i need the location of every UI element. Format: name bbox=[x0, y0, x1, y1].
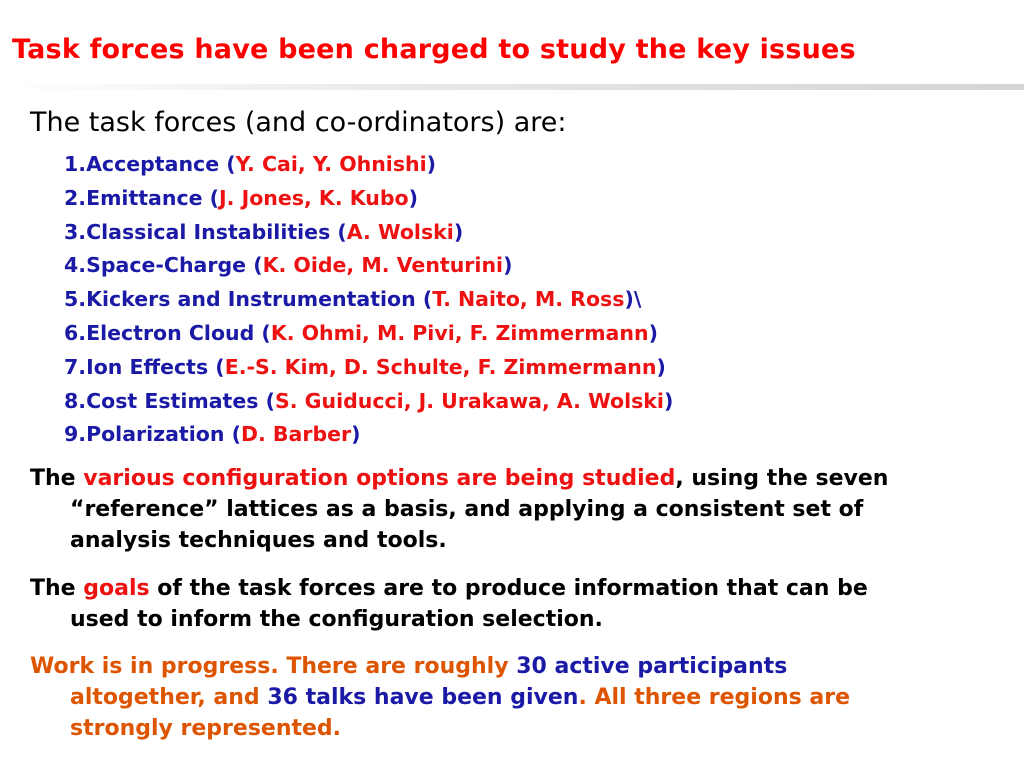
configuration-highlight: various configuration options are being studied bbox=[83, 466, 676, 491]
progress-text: Work is in progress. There are roughly bbox=[30, 654, 517, 679]
task-force-item-1 bbox=[64, 150, 673, 184]
task-force-name: Electron Cloud ( bbox=[86, 320, 271, 345]
task-force-item-8 bbox=[64, 387, 673, 421]
paragraph-line: used to inform the configuration selection. bbox=[70, 607, 603, 632]
paragraph-lead: The bbox=[30, 576, 84, 601]
paragraph-line: strongly represented. bbox=[70, 716, 342, 741]
task-force-close-paren: )\ bbox=[624, 287, 642, 312]
task-force-number: 9. bbox=[64, 422, 87, 447]
goals-paragraph bbox=[30, 573, 990, 635]
paragraph-line bbox=[30, 682, 990, 713]
task-force-name: Classical Instabilities ( bbox=[86, 219, 347, 244]
progress-paragraph bbox=[30, 651, 990, 744]
task-force-item-5 bbox=[64, 285, 673, 319]
task-force-number: 6. bbox=[64, 320, 87, 345]
goals-highlight: goals bbox=[83, 576, 150, 601]
paragraph-lead: The bbox=[30, 466, 84, 491]
talks-count: 36 talks have been given bbox=[267, 685, 579, 710]
paragraph-line: “reference” lattices as a basis, and applying a consistent set of bbox=[70, 497, 864, 522]
configuration-paragraph bbox=[30, 463, 990, 556]
task-force-name: Polarization ( bbox=[86, 422, 241, 447]
paragraph-line bbox=[30, 651, 990, 682]
task-force-number: 4. bbox=[64, 253, 87, 278]
task-force-close-paren: ) bbox=[351, 422, 361, 447]
task-force-number: 2. bbox=[64, 185, 87, 210]
task-force-list bbox=[64, 150, 673, 454]
task-force-number: 7. bbox=[64, 354, 87, 379]
task-force-item-3 bbox=[64, 218, 673, 252]
task-force-number: 1. bbox=[64, 152, 87, 176]
task-force-coordinators: Y. Cai, Y. Ohnishi bbox=[235, 152, 427, 176]
progress-text: . All three regions are bbox=[578, 685, 850, 710]
task-force-name: Ion Effects ( bbox=[86, 354, 225, 379]
task-force-close-paren: ) bbox=[426, 152, 437, 176]
task-force-number: 3. bbox=[64, 219, 87, 244]
task-force-item-4 bbox=[64, 251, 673, 285]
paragraph-line: analysis techniques and tools. bbox=[70, 528, 447, 553]
task-force-item-7 bbox=[64, 353, 673, 387]
task-force-name: Emittance ( bbox=[86, 185, 220, 210]
task-force-item-2 bbox=[64, 184, 673, 218]
task-force-close-paren: ) bbox=[408, 185, 418, 210]
task-forces-intro: The task forces (and co-ordinators) are: bbox=[30, 107, 567, 138]
task-force-coordinators: A. Wolski bbox=[346, 219, 454, 244]
task-force-close-paren: ) bbox=[648, 320, 658, 345]
task-force-coordinators: K. Oide, M. Venturini bbox=[262, 253, 504, 278]
task-force-close-paren: ) bbox=[656, 354, 666, 379]
task-force-coordinators: T. Naito, M. Ross bbox=[432, 287, 625, 312]
task-force-name: Kickers and Instrumentation ( bbox=[86, 287, 433, 312]
paragraph-line bbox=[30, 463, 990, 494]
task-force-coordinators: E.-S. Kim, D. Schulte, F. Zimmermann bbox=[224, 354, 657, 379]
task-force-close-paren: ) bbox=[503, 253, 513, 278]
paragraph-text: of the task forces are to produce information that can be bbox=[149, 576, 868, 601]
task-force-number: 8. bbox=[64, 388, 87, 413]
progress-text: altogether, and bbox=[70, 685, 268, 710]
task-force-number: 5. bbox=[64, 287, 87, 312]
task-force-item-6 bbox=[64, 319, 673, 353]
slide-title: Task forces have been charged to study the key issues bbox=[12, 34, 856, 65]
task-force-coordinators: J. Jones, K. Kubo bbox=[219, 185, 409, 210]
task-force-coordinators: S. Guiducci, J. Urakawa, A. Wolski bbox=[274, 388, 664, 413]
paragraph-line bbox=[30, 573, 990, 604]
task-force-close-paren: ) bbox=[453, 219, 464, 244]
paragraph-text: , using the seven bbox=[675, 466, 889, 491]
task-force-close-paren: ) bbox=[663, 388, 674, 413]
task-force-coordinators: K. Ohmi, M. Pivi, F. Zimmermann bbox=[270, 320, 649, 345]
title-divider bbox=[0, 84, 1024, 90]
task-force-name: Space-Charge ( bbox=[86, 253, 263, 278]
task-force-name: Acceptance ( bbox=[86, 152, 236, 176]
task-force-name: Cost Estimates ( bbox=[86, 388, 275, 413]
task-force-item-9 bbox=[64, 420, 673, 454]
task-force-coordinators: D. Barber bbox=[240, 422, 352, 447]
participants-count: 30 active participants bbox=[516, 654, 788, 679]
